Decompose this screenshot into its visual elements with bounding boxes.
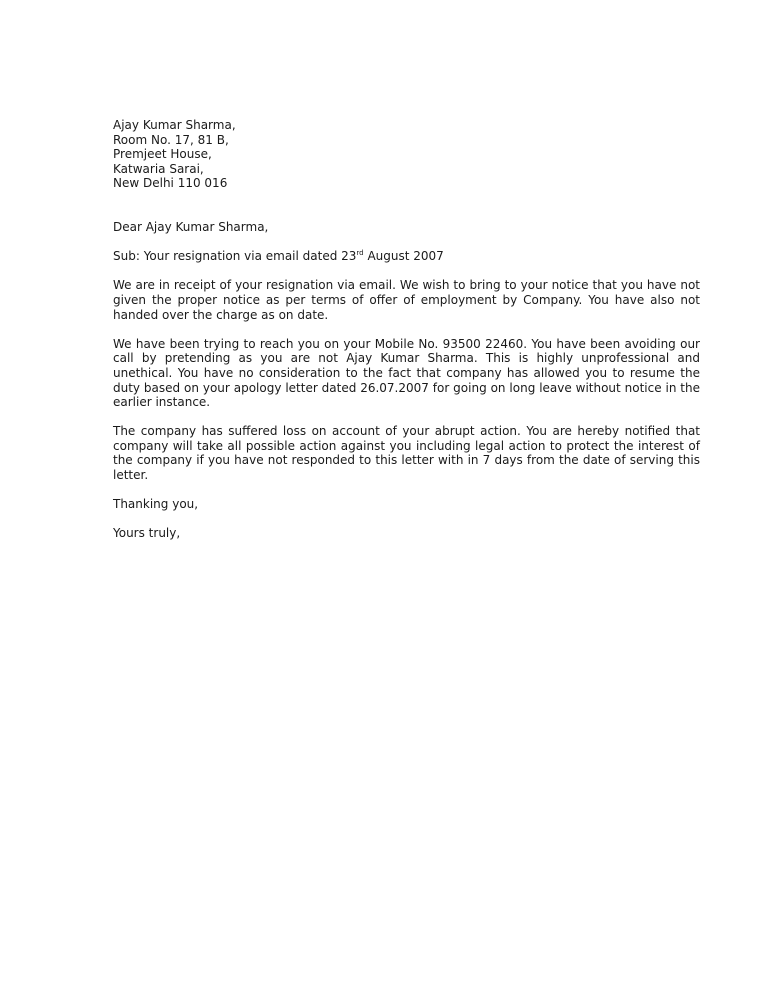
letter-body xyxy=(113,118,700,541)
address-name: Ajay Kumar Sharma, xyxy=(113,118,236,132)
address-area: Katwaria Sarai, xyxy=(113,161,204,176)
paragraph-legal-notice: The company has suffered loss on account of your abrupt action. You are hereby notified that company will take all possible action against you including legal action to protect the interest of the company if you have not responded to this letter with in 7 days from the date of serving this letter. xyxy=(113,424,700,483)
subject-prefix: Sub: Your resignation via email dated 23 xyxy=(113,249,357,264)
recipient-address xyxy=(113,118,700,191)
subject-suffix: August 2007 xyxy=(363,249,444,264)
paragraph-contact-attempts: We have been trying to reach you on your Mobile No. 93500 22460. You have been avoiding our call by pretending as you are not Ajay Kumar Sharma. This is highly unprofessional and unethical. You have no consideration to the fact that company has allowed you to resume the duty based on your apology letter dated 26.07.2007 for going on long leave without notice in the earlier instance. xyxy=(113,336,700,410)
closing-signoff: Yours truly, xyxy=(113,526,181,541)
salutation: Dear Ajay Kumar Sharma, xyxy=(113,219,269,234)
address-room: Room No. 17, 81 B, xyxy=(113,132,229,147)
paragraph-resignation-notice: We are in receipt of your resignation via email. We wish to bring to your notice that you have not given the proper notice as per terms of offer of employment by Company. You have also not handed over the charge as on date. xyxy=(113,278,700,322)
address-building: Premjeet House, xyxy=(113,147,212,162)
subject-line xyxy=(113,249,700,264)
closing-thanks: Thanking you, xyxy=(113,497,199,512)
address-city: New Delhi 110 016 xyxy=(113,176,228,191)
subject-date-ordinal: rd xyxy=(356,249,364,258)
